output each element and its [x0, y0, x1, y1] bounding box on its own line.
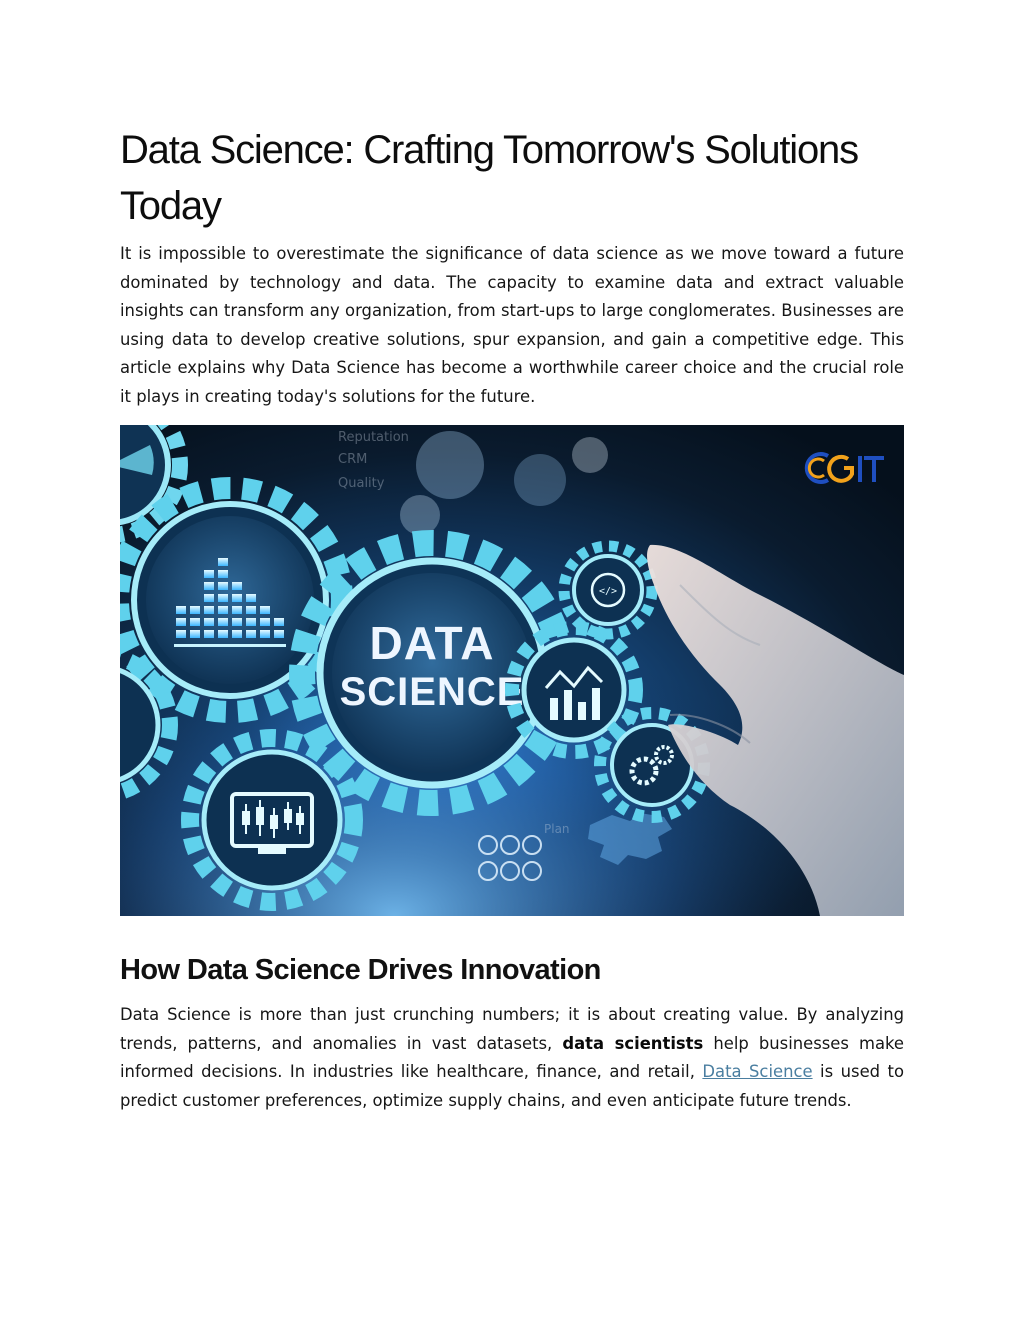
hero-image — [120, 425, 904, 916]
section-heading: How Data Science Drives Innovation — [120, 954, 601, 986]
paragraph-text: Data Science is more than just crunching numbers; it is about creating value. By analyzing trends, patterns, and anomalies in vast datasets, — [120, 1005, 904, 1053]
screen-label: Quality — [338, 476, 385, 491]
svg-text:</>: </> — [598, 586, 618, 597]
section-paragraph — [120, 1001, 904, 1115]
bold-text: data scientists — [562, 1033, 704, 1053]
article-title: Data Science: Crafting Tomorrow's Solutions Today — [120, 128, 858, 228]
intro-paragraph: It is impossible to overestimate the significance of data science as we move toward a future dominated by technology and data. The capacity to examine data and extract valuable insights can transform any organization, from start-ups to large conglomerates. Businesses are using data to develop creative solutions, spur expansion, and gain a competitive edge. This article explains why Data Science has become a worthwhile career choice and the crucial role it plays in creating today's solutions for the future. — [120, 244, 904, 406]
paragraph-text: help businesses make informed decisions. In industries like healthcare, finance, and retail, — [120, 1033, 904, 1082]
screen-label: CRM — [338, 452, 368, 467]
data-science-text-line2: SCIENCE — [339, 670, 525, 714]
data-science-link[interactable]: Data Science — [702, 1062, 813, 1082]
data-science-text-line1: DATA — [369, 617, 495, 669]
screen-label: Reputation — [338, 430, 409, 445]
plan-label: Plan — [544, 822, 570, 836]
paragraph-text: is used to predict customer preferences, optimize supply chains, and even anticipate future trends. — [120, 1062, 904, 1110]
